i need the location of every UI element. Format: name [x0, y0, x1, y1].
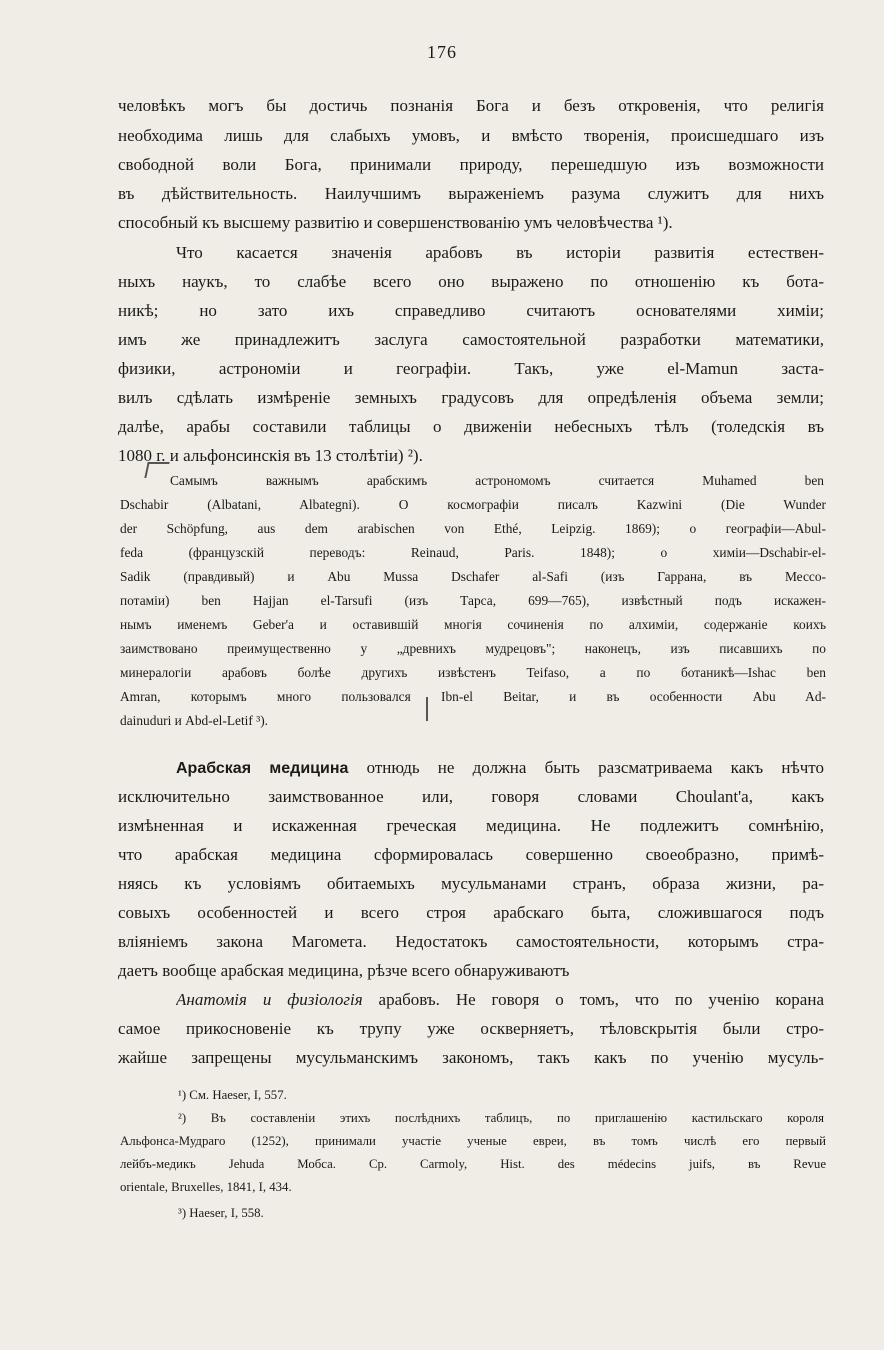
text-line: даетъ вообще арабская медицина, рѣзче всего обнаруживаютъ [118, 961, 570, 980]
text-line: жайше запрещены мусульманскимъ закономъ, такъ какъ по ученію мусуль- [118, 1048, 824, 1067]
bold-heading-phrase: Арабская медицина [176, 760, 349, 777]
text-line: что арабская медицина сформировалась совершенно своеобразно, примѣ- [118, 845, 824, 864]
italic-phrase: Анатомія и физіологія [176, 990, 363, 1009]
small-text-line: заимствовано преимущественно у „древнихъ мудрецовъ"; наконецъ, изъ писавшихъ по [120, 641, 826, 656]
text-line: имъ же принадлежитъ заслуга самостоятельной разработки математики, [118, 330, 824, 349]
footnote-line: ³) Haeser, I, 558. [178, 1206, 264, 1220]
text-line: въ дѣйствительность. Наилучшимъ выраженіемъ разума служитъ для нихъ [118, 184, 824, 203]
small-text-line: потаміи) ben Hajjan el-Tarsufi (изъ Тарса, 699—765), извѣстный подъ искажен- [120, 593, 826, 608]
text-line: исключительно заимствованное или, говоря словами Choulant'a, какъ [118, 787, 824, 806]
text-line: измѣненная и искаженная греческая медицина. Не подлежитъ сомнѣнію, [118, 816, 824, 835]
small-text-line: dainuduri и Abd-el-Letif ³). [120, 713, 269, 728]
text-line: самое прикосновеніе къ трупу уже оскверняетъ, тѣловскрытія были стро- [118, 1019, 824, 1038]
text-span: арабовъ. Не говоря о томъ, что по ученію корана [378, 990, 824, 1009]
margin-closing-bracket-mark [418, 697, 428, 721]
footnote-line: ²) Въ составленіи этихъ послѣднихъ таблицъ, по приглашенію кастильскаго короля [178, 1111, 824, 1125]
text-line: способный къ высшему развитію и совершенствованію умъ человѣчества ¹). [118, 213, 673, 232]
text-line: далѣе, арабы составили таблицы о движеніи небесныхъ тѣлъ (толедскія въ [118, 417, 824, 436]
text-line: ныхъ наукъ, то слабѣе всего оно выражено по отношенію къ бота- [118, 272, 824, 291]
text-line: физики, астрономіи и географіи. Такъ, уже el-Mamun заста- [118, 359, 824, 378]
text-line: вліяніемъ закона Магомета. Недостатокъ самостоятельности, которымъ стра- [118, 932, 824, 951]
small-text-line: feda (французскій переводъ: Reinaud, Paris. 1848); о химіи—Dschabir-el- [120, 545, 826, 560]
small-text-line: минералогіи арабовъ болѣе другихъ извѣстенъ Teifaso, а по ботаникѣ—Ishac ben [120, 665, 826, 680]
margin-bracket-mark [144, 462, 169, 478]
text-line: никѣ; но зато ихъ справедливо считаютъ основателями химіи; [118, 301, 824, 320]
small-text-line: Sadik (правдивый) и Abu Mussa Dschafer al-Safi (изъ Гаррана, въ Мессо- [120, 569, 826, 584]
text-line: человѣкъ могъ бы достичь познанія Бога и безъ откровенія, что религія [118, 96, 824, 115]
small-text-line: der Schöpfung, aus dem arabischen von Ethé, Leipzig. 1869); о географіи—Abul- [120, 521, 826, 536]
small-text-line: нымъ именемъ Geber'а и оставившій многія сочиненія по алхиміи, содержаніе коихъ [120, 617, 826, 632]
text-line [176, 990, 824, 1010]
text-line: свободной воли Бога, принимали природу, перешедшую изъ возможности [118, 155, 824, 174]
text-line: совыхъ особенностей и всего строя арабскаго быта, сложившагося подъ [118, 903, 824, 922]
footnote-line: лейбъ-медикъ Jehuda Мобса. Ср. Carmoly, Hist. des médecins juifs, въ Revue [120, 1157, 826, 1171]
page-number: 176 [427, 42, 457, 62]
footnote-line: ¹) См. Haeser, I, 557. [178, 1088, 287, 1102]
text-line: вилъ сдѣлать измѣреніе земныхъ градусовъ для опредѣленія объема земли; [118, 388, 824, 407]
footnote-line: Альфонса-Мудраго (1252), принимали участіе ученые евреи, въ томъ числѣ его первый [120, 1134, 826, 1148]
text-line: няясь къ условіямъ обитаемыхъ мусульманами странъ, образа жизни, ра- [118, 874, 824, 893]
footnote-line: orientale, Bruxelles, 1841, I, 434. [120, 1180, 292, 1194]
text-line: необходима лишь для слабыхъ умовъ, и вмѣсто творенія, происшедшаго изъ [118, 126, 824, 145]
text-span: отнюдь не должна быть разсматриваема какъ нѣчто [366, 758, 824, 777]
small-text-line: Amran, которымъ много пользовался Ibn-el Beitar, и въ особенности Abu Ad- [120, 689, 826, 704]
small-text-line: Dschabir (Albatani, Albategni). О космографіи писалъ Kazwini (Die Wunder [120, 497, 826, 512]
text-line: 1080 г. и альфонсинскія въ 13 столѣтіи) ²). [118, 446, 423, 465]
small-text-line: Самымъ важнымъ арабскимъ астрономомъ считается Muhamed ben [170, 473, 824, 488]
text-line [176, 758, 824, 778]
text-line: Что касается значенія арабовъ въ исторіи развитія естествен- [176, 243, 824, 262]
